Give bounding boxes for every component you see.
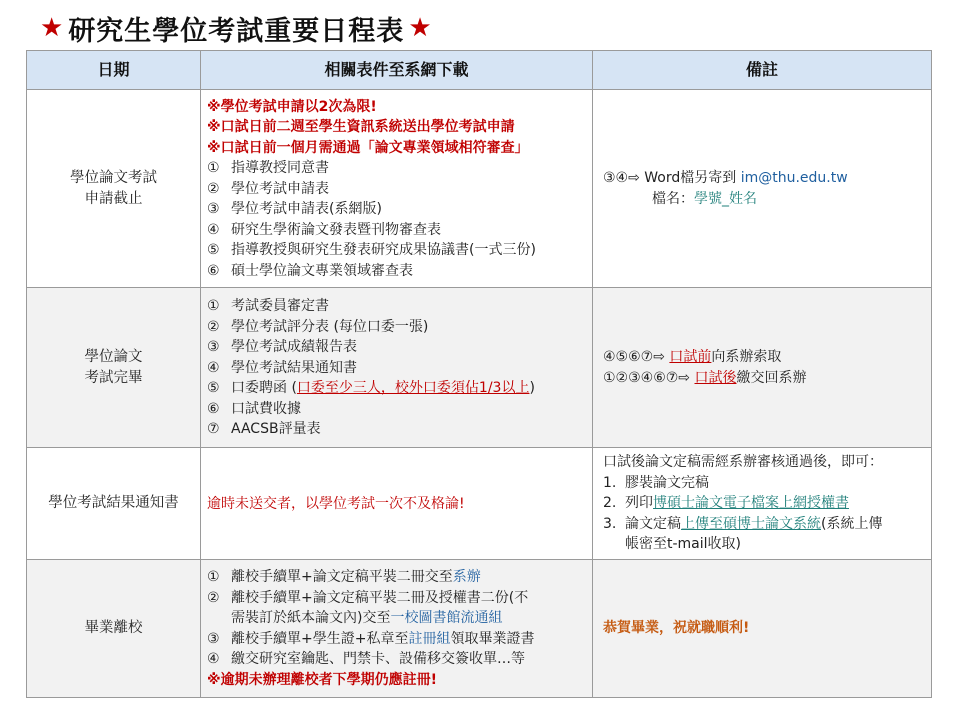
list-item: 3. 論文定稿上傳至碩博士論文系統(系統上傳 bbox=[603, 515, 883, 532]
list-item: ③ 學位考試申請表(系網版) bbox=[207, 201, 382, 218]
list-item: ④ 研究生學術論文發表暨刊物審查表 bbox=[207, 221, 441, 238]
note-cell: ③④⇨ Word檔另寄到 im@thu.edu.tw 檔名：學號_姓名 bbox=[593, 90, 932, 288]
table-row bbox=[27, 559, 932, 697]
warning-text: ※口試日前二週至學生資訊系統送出學位考試申請 bbox=[207, 119, 515, 136]
forms-cell bbox=[201, 448, 593, 560]
list-item: ③ 離校手續單+學生證+私章至註冊組領取畢業證書 bbox=[207, 630, 535, 647]
warning-text: 逾時未送交者，以學位考試一次不及格論! bbox=[207, 495, 465, 512]
authorization-link[interactable]: 博碩士論文電子檔案上網授權書 bbox=[653, 495, 849, 511]
table-row bbox=[27, 448, 932, 560]
date-cell: 學位論文考試 申請截止 bbox=[27, 90, 201, 288]
list-item: 1. 膠裝論文完稿 bbox=[603, 474, 709, 491]
note-cell: 口試後論文定稿需經系辦審核通過後，即可： 1. 膠裝論文完稿 2. 列印博碩士論文電子檔案上網授權書 3. 論文定稿上傳至碩博士論文系統(系統上傳 帳密至t-mail收取) bbox=[593, 448, 932, 560]
forms-cell bbox=[201, 288, 593, 448]
list-item: ④ 學位考試結果通知書 bbox=[207, 359, 357, 376]
warning-text: ※學位考試申請以2次為限! bbox=[207, 98, 377, 115]
list-item: ⑥ 口試費收據 bbox=[207, 400, 301, 417]
note-cell: ④⑤⑥⑦⇨ 口試前向系辦索取 ①②③④⑥⑦⇨ 口試後繳交回系辦 bbox=[593, 288, 932, 448]
list-item: ① 指導教授同意書 bbox=[207, 160, 329, 177]
page-title bbox=[40, 10, 433, 46]
note-cell bbox=[593, 559, 932, 697]
list-item: ③ 學位考試成績報告表 bbox=[207, 339, 357, 356]
title-text: 研究生學位考試重要日程表 bbox=[68, 15, 405, 47]
warning-text: ※逾期未辦理離校者下學期仍應註冊! bbox=[207, 671, 437, 688]
list-item: ④ 繳交研究室鑰匙、門禁卡、設備移交簽收單…等 bbox=[207, 651, 525, 667]
list-item: ① 考試委員審定書 bbox=[207, 298, 329, 315]
date-cell: 學位論文 考試完畢 bbox=[27, 288, 201, 448]
header-forms: 相關表件至系網下載 bbox=[201, 51, 593, 90]
list-item: ⑥ 碩士學位論文專業領域審查表 bbox=[207, 262, 413, 279]
schedule-table bbox=[26, 50, 932, 698]
table-row bbox=[27, 288, 932, 448]
list-item: ② 離校手續單+論文定稿平裝二冊及授權書二份(不 bbox=[207, 589, 529, 606]
forms-cell bbox=[201, 90, 593, 288]
date-cell: 學位考試結果通知書 bbox=[27, 448, 201, 560]
date-cell: 畢業離校 bbox=[27, 559, 201, 697]
list-item: ⑤ 指導教授與研究生發表研究成果協議書(一式三份) bbox=[207, 242, 536, 259]
header-notes: 備註 bbox=[593, 51, 932, 90]
list-item: ② 學位考試評分表 (每位口委一張) bbox=[207, 318, 429, 335]
header-row bbox=[27, 51, 932, 90]
list-item: 2. 列印博碩士論文電子檔案上網授權書 bbox=[603, 495, 849, 511]
email-link[interactable]: im@thu.edu.tw bbox=[740, 170, 848, 186]
list-item: ⑤ 口委聘函 (口委至少三人，校外口委須佔1/3以上) bbox=[207, 380, 535, 397]
list-item: ② 學位考試申請表 bbox=[207, 180, 329, 197]
star-icon: ★ bbox=[40, 13, 65, 43]
list-item: ⑦ AACSB評量表 bbox=[207, 421, 321, 438]
warning-text: ※口試日前一個月需通過「論文專業領域相符審查」 bbox=[207, 139, 529, 156]
star-icon: ★ bbox=[408, 13, 433, 43]
header-date: 日期 bbox=[27, 51, 201, 90]
table-row bbox=[27, 90, 932, 288]
congrats-text: 恭賀畢業，祝就職順利! bbox=[603, 619, 750, 636]
list-item: ① 離校手續單+論文定稿平裝二冊交至系辦 bbox=[207, 569, 481, 585]
forms-cell: ① 離校手續單+論文定稿平裝二冊交至系辦 ② 離校手續單+論文定稿平裝二冊及授權書二份(不 需裝訂於紙本論文內)交至一校圖書館流通組 ③ 離校手續單+學生證+私章至註冊組領取畢業證書 ④ 繳交研究室鑰匙、門禁卡、設備移交簽收單…等 ※逾期未辦理離校者下學期仍應註冊! bbox=[201, 559, 593, 697]
filename-text: 學號_姓名 bbox=[694, 190, 757, 207]
upload-link[interactable]: 上傳至碩博士論文系統 bbox=[681, 515, 821, 532]
